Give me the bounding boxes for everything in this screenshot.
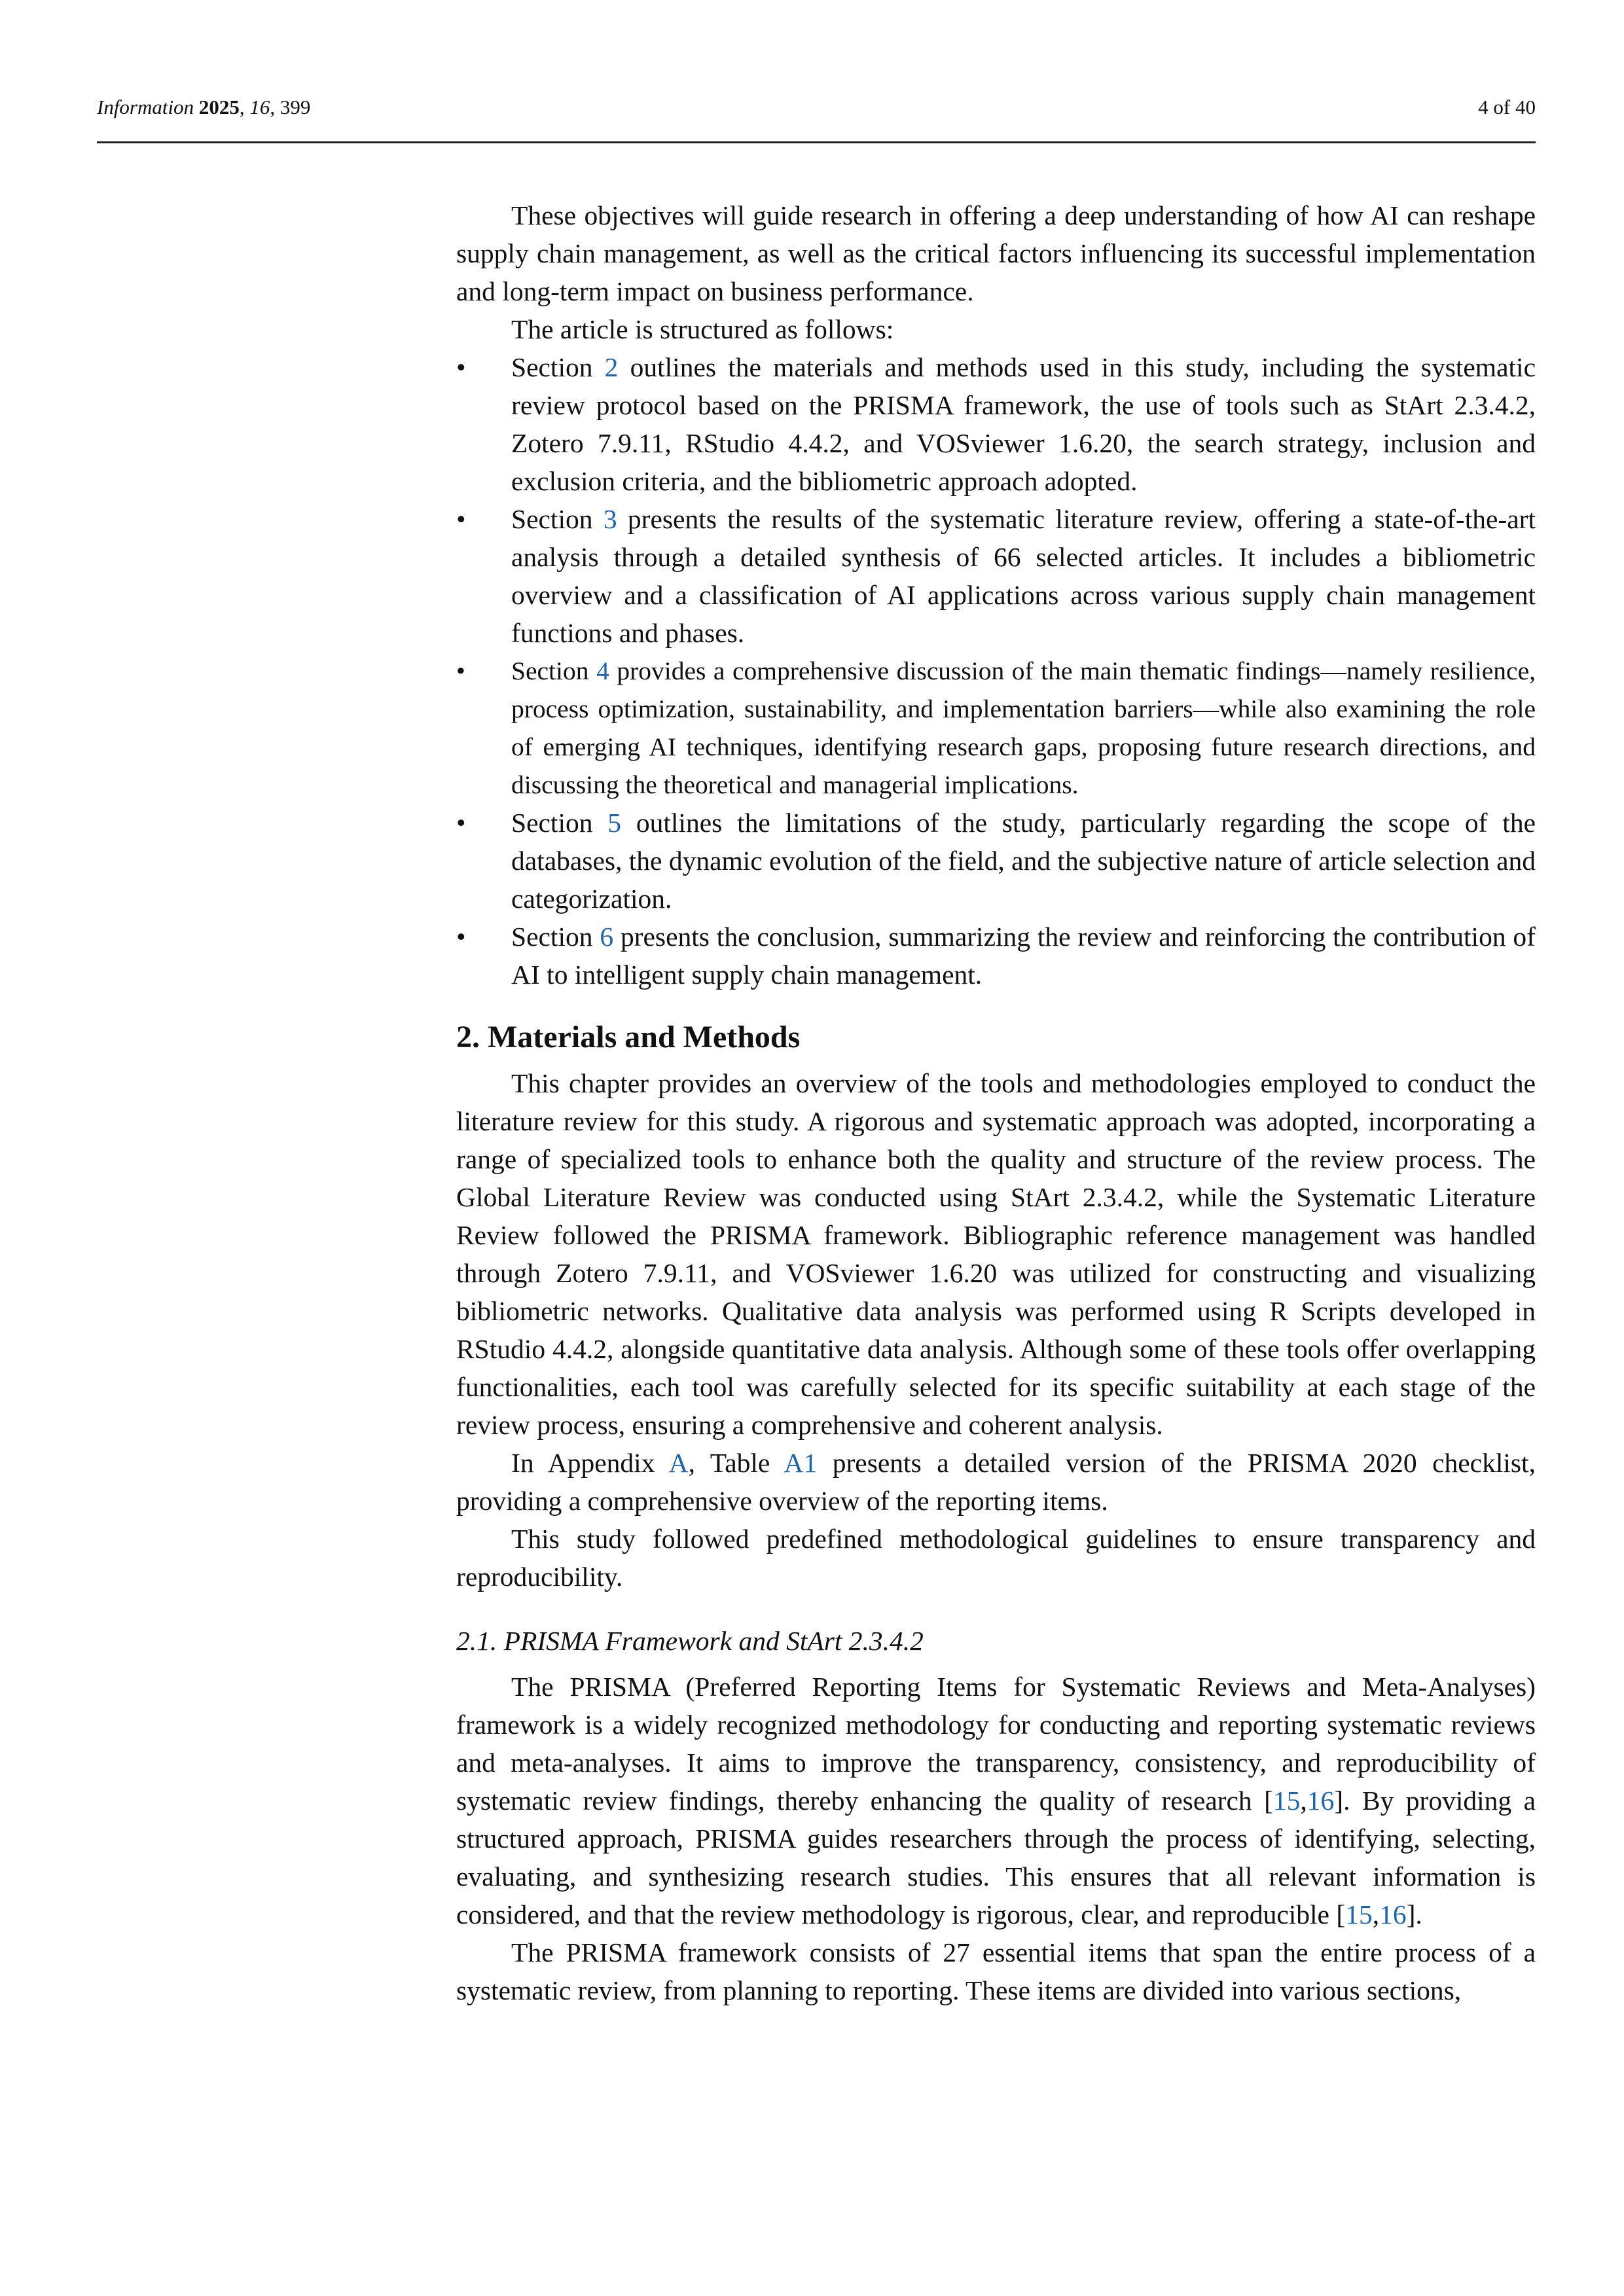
journal-volume: 16 xyxy=(249,96,270,118)
outline-item-section-5 xyxy=(456,804,1536,918)
text: In Appendix xyxy=(511,1448,669,1478)
paragraph-prisma xyxy=(456,1668,1536,1933)
subsection-heading: 2.1. PRISMA Framework and StArt 2.3.4.2 xyxy=(456,1626,924,1656)
text: , Table xyxy=(688,1448,784,1478)
section-outline-list xyxy=(456,348,1536,994)
journal-year: 2025 xyxy=(198,96,240,118)
outline-text: provides a comprehensive discussion of the main thematic findings—namely resilience, process optimization, sustainability, and implementation barriers—while also examining the role of emerging AI techniques, identifying research gaps, proposing future research directions, and discussing the theoretical and managerial implications. xyxy=(511,656,1536,799)
text: presents a detailed version of the PRISMA 2020 checklist, providing a comprehensive overview of the reporting items. xyxy=(456,1448,1536,1516)
outline-text: presents the results of the systematic literature review, offering a state-of-the-art analysis through a detailed synthesis of 66 selected articles. It includes a bibliometric overview and a classification of AI applications across various supply chain management functions and phases. xyxy=(511,504,1536,648)
outline-item-section-2 xyxy=(456,348,1536,500)
outline-text-prefix: Section xyxy=(511,352,605,382)
outline-item-section-4 xyxy=(456,652,1536,804)
citation-link[interactable]: 16 xyxy=(1307,1785,1335,1816)
outline-text: outlines the limitations of the study, particularly regarding the scope of the databases, the dynamic evolution of the field, and the subjective nature of article selection and categorization. xyxy=(511,808,1536,914)
bullet-icon: • xyxy=(456,808,466,838)
page-number: 4 of 40 xyxy=(1478,96,1536,118)
citation-link[interactable]: 15 xyxy=(1272,1785,1301,1816)
outline-item-section-6 xyxy=(456,918,1536,994)
paragraph-appendix xyxy=(456,1444,1536,1520)
outline-text: presents the conclusion, summarizing the review and reinforcing the contribution of AI to intelligent supply chain management. xyxy=(511,922,1536,990)
text: , xyxy=(1300,1785,1307,1816)
running-header xyxy=(97,90,1536,143)
section-link[interactable]: 6 xyxy=(600,922,614,952)
text: ]. xyxy=(1406,1899,1422,1929)
section-link[interactable]: 5 xyxy=(607,808,622,838)
outline-text-prefix: Section xyxy=(511,656,597,685)
section-link[interactable]: 3 xyxy=(603,504,617,534)
text: The PRISMA (Preferred Reporting Items for Systematic Reviews and Meta-Analyses) framework is a widely recognized methodology for conducting and reporting systematic reviews and meta-analyses. It aims to improve the transparency, consistency, and reproducibility of systematic review findings, thereby enhancing the quality of research [ xyxy=(456,1672,1536,1816)
paragraph-objectives: These objectives will guide research in offering a deep understanding of how AI can reshape supply chain management, as well as the critical factors influencing its successful implementation and long-term impact on business performance. xyxy=(456,200,1536,306)
paragraph-guidelines: This study followed predefined methodological guidelines to ensure transparency and reproducibility. xyxy=(456,1524,1536,1592)
paragraph-prisma-items: The PRISMA framework consists of 27 essential items that span the entire process of a systematic review, from planning to reporting. These items are divided into various sections, xyxy=(456,1937,1536,2005)
journal-citation: Information 2025, 16, 399 xyxy=(97,96,311,118)
outline-text-prefix: Section xyxy=(511,808,608,838)
bullet-icon: • xyxy=(456,352,466,382)
section-link[interactable]: 2 xyxy=(604,352,619,382)
body-text xyxy=(456,196,1536,2009)
section-link[interactable]: 4 xyxy=(596,656,609,685)
appendix-link[interactable]: A xyxy=(668,1448,689,1478)
citation-link[interactable]: 16 xyxy=(1379,1899,1407,1929)
text: , xyxy=(1372,1899,1380,1929)
outline-text-prefix: Section xyxy=(511,922,600,952)
table-link[interactable]: A1 xyxy=(784,1448,818,1478)
article-number: 399 xyxy=(280,96,311,118)
outline-text: outlines the materials and methods used in this study, including the systematic review protocol based on the PRISMA framework, the use of tools such as StArt 2.3.4.2, Zotero 7.9.11, RStudio 4.4.2, and VOSviewer 1.6.20, the search strategy, inclusion and exclusion criteria, and the bibliometric approach adopted. xyxy=(511,352,1536,496)
bullet-icon: • xyxy=(456,922,466,952)
paragraph-structure-intro: The article is structured as follows: xyxy=(511,314,894,344)
outline-text-prefix: Section xyxy=(511,504,604,534)
bullet-icon: • xyxy=(456,656,465,685)
bullet-icon: • xyxy=(456,504,466,534)
citation-link[interactable]: 15 xyxy=(1345,1899,1373,1929)
outline-item-section-3 xyxy=(456,500,1536,652)
text: ]. By providing a structured approach, PRISMA guides researchers through the process of identifying, selecting, evaluating, and synthesizing research studies. This ensures that all relevant information is considered, and that the review methodology is rigorous, clear, and reproducible [ xyxy=(456,1785,1536,1929)
section-heading: 2. Materials and Methods xyxy=(456,1020,801,1054)
journal-name: Information xyxy=(97,96,194,118)
paragraph-methods-overview: This chapter provides an overview of the tools and methodologies employed to conduct the literature review for this study. A rigorous and systematic approach was adopted, incorporating a range of specialized tools to enhance both the quality and structure of the review process. The Global Literature Review was conducted using StArt 2.3.4.2, while the Systematic Literature Review followed the PRISMA framework. Bibliographic reference management was handled through Zotero 7.9.11, and VOSviewer 1.6.20 was utilized for constructing and visualizing bibliometric networks. Qualitative data analysis was performed using R Scripts developed in RStudio 4.4.2, alongside quantitative data analysis. Although some of these tools offer overlapping functionalities, each tool was carefully selected for its specific suitability at each stage of the review process, ensuring a comprehensive and coherent analysis. xyxy=(456,1068,1536,1440)
